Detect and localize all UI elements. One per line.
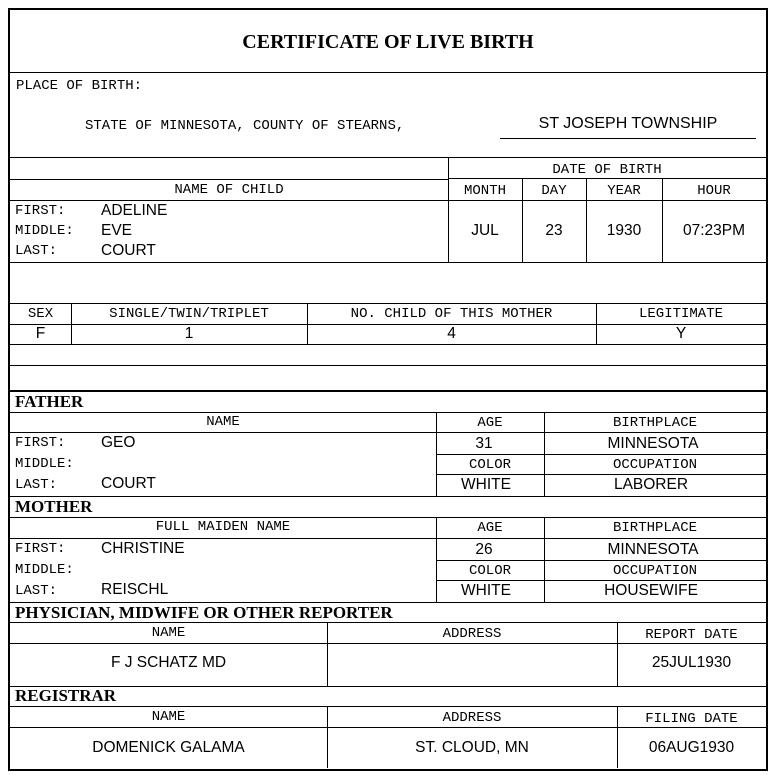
mother-last-name: REISCHL	[101, 581, 169, 598]
physician-name: F J SCHATZ MD	[110, 654, 227, 671]
child-number-value: 4	[447, 325, 456, 342]
registrar-address-header: ADDRESS	[442, 710, 502, 726]
mother-color: WHITE	[461, 582, 511, 599]
child-number-header: NO. CHILD OF THIS MOTHER	[350, 306, 553, 322]
child-last-name: COURT	[101, 242, 156, 259]
mother-last-label: LAST:	[15, 583, 58, 599]
child-middle-name: EVE	[101, 222, 133, 239]
mother-color-header: COLOR	[468, 563, 511, 579]
birth-hour: 07:23PM	[682, 222, 746, 239]
father-occupation: LABORER	[613, 476, 689, 493]
report-date: 25JUL1930	[651, 654, 732, 671]
father-section-title: FATHER	[15, 392, 84, 411]
sex-value: F	[35, 325, 46, 342]
physician-section-title: PHYSICIAN, MIDWIFE OR OTHER REPORTER	[15, 603, 393, 622]
father-first-label: FIRST:	[15, 435, 66, 451]
hour-header: HOUR	[697, 183, 731, 199]
father-age-header: AGE	[477, 415, 503, 431]
township-value: ST JOSEPH TOWNSHIP	[538, 115, 718, 132]
mother-middle-label: MIDDLE:	[15, 562, 74, 578]
registrar-name-header: NAME	[151, 709, 186, 725]
child-last-label: LAST:	[15, 243, 58, 259]
father-first-name: GEO	[101, 434, 136, 451]
father-color: WHITE	[461, 476, 511, 493]
birth-month: JUL	[471, 222, 499, 239]
filing-date-header: FILING DATE	[645, 711, 738, 727]
father-last-name: COURT	[101, 475, 156, 492]
father-name-header: NAME	[206, 414, 240, 430]
month-header: MONTH	[463, 183, 506, 199]
filing-date: 06AUG1930	[648, 739, 735, 756]
report-date-header: REPORT DATE	[645, 627, 738, 643]
physician-address-header: ADDRESS	[442, 626, 502, 642]
father-last-label: LAST:	[15, 477, 58, 493]
father-occupation-header: OCCUPATION	[612, 457, 697, 473]
child-first-label: FIRST:	[15, 203, 66, 219]
mother-occupation: HOUSEWIFE	[604, 582, 698, 599]
place-of-birth-label: PLACE OF BIRTH:	[16, 78, 143, 94]
child-first-name: ADELINE	[101, 202, 168, 219]
father-birthplace-header: BIRTHPLACE	[612, 415, 697, 431]
mother-age: 26	[475, 541, 493, 558]
mother-occupation-header: OCCUPATION	[612, 563, 697, 579]
mother-first-name: CHRISTINE	[101, 540, 185, 557]
mother-first-label: FIRST:	[15, 541, 66, 557]
mother-birthplace-header: BIRTHPLACE	[612, 520, 697, 536]
legitimate-value: Y	[675, 325, 687, 342]
mother-section-title: MOTHER	[15, 497, 93, 516]
birth-day: 23	[545, 222, 563, 239]
registrar-name: DOMENICK GALAMA	[92, 739, 245, 756]
state-county: STATE OF MINNESOTA, COUNTY OF STEARNS,	[85, 118, 405, 134]
physician-name-header: NAME	[151, 625, 186, 641]
legitimate-header: LEGITIMATE	[638, 306, 723, 322]
birth-year: 1930	[606, 222, 642, 239]
certificate-title: CERTIFICATE OF LIVE BIRTH	[242, 31, 534, 53]
father-birthplace: MINNESOTA	[607, 435, 699, 452]
plurality-header: SINGLE/TWIN/TRIPLET	[109, 306, 269, 322]
plurality-value: 1	[184, 325, 194, 342]
day-header: DAY	[541, 183, 567, 199]
name-of-child-header: NAME OF CHILD	[174, 182, 284, 198]
child-middle-label: MIDDLE:	[15, 223, 74, 239]
year-header: YEAR	[607, 183, 641, 199]
mother-age-header: AGE	[477, 520, 503, 536]
father-age: 31	[475, 435, 493, 452]
mother-birthplace: MINNESOTA	[607, 541, 699, 558]
father-color-header: COLOR	[468, 457, 511, 473]
date-of-birth-header: DATE OF BIRTH	[552, 162, 662, 178]
registrar-address: ST. CLOUD, MN	[415, 739, 529, 756]
registrar-section-title: REGISTRAR	[15, 686, 117, 705]
mother-name-header: FULL MAIDEN NAME	[155, 519, 291, 535]
father-middle-label: MIDDLE:	[15, 456, 74, 472]
sex-header: SEX	[27, 306, 54, 322]
